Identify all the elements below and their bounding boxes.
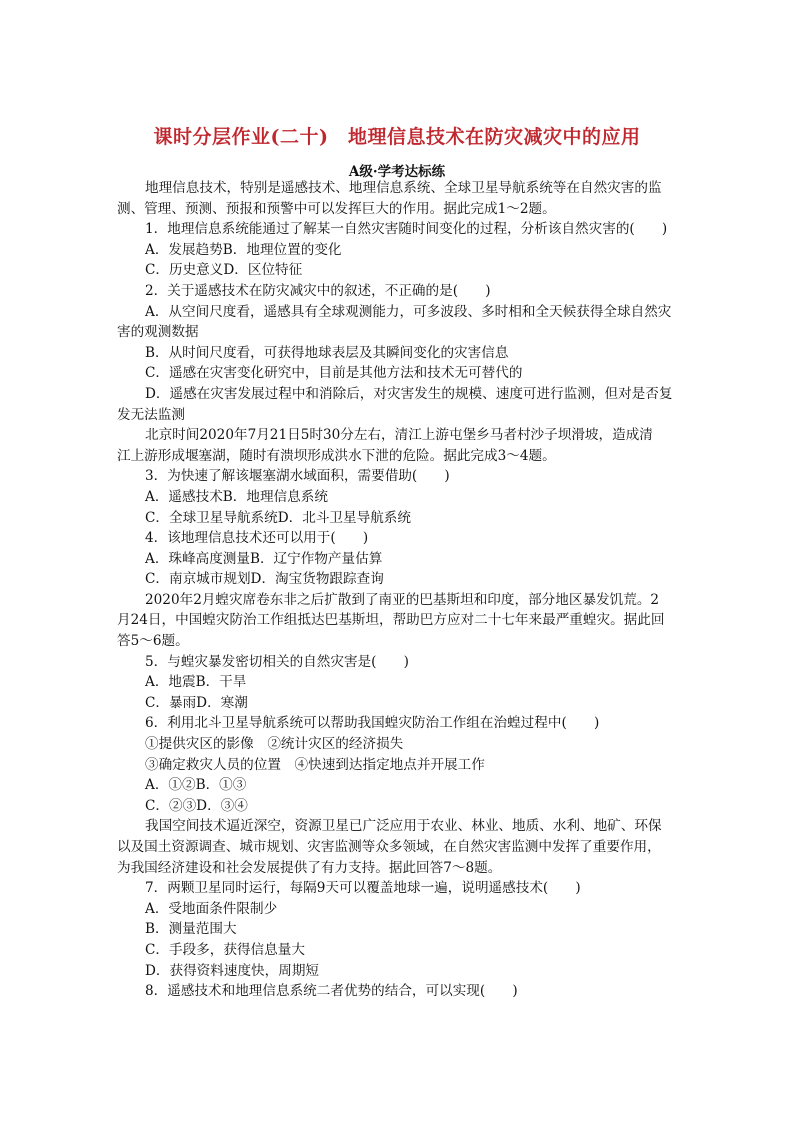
question-5-options-ab: A．地震B．干旱 [145, 674, 247, 691]
question-7-option-b: B．测量范围大 [145, 921, 237, 938]
passage-3-line-3: 答5～6题。 [117, 633, 189, 650]
question-7-option-d: D．获得资料速度快，周期短 [145, 962, 320, 979]
passage-1-line-1: 地理信息技术，特别是遥感技术、地理信息系统、全球卫星导航系统等在自然灾害的监 [145, 180, 662, 196]
question-5-stem: 5．与蝗灾暴发密切相关的自然灾害是( ) [145, 653, 409, 670]
question-7-option-c: C．手段多，获得信息量大 [145, 941, 305, 958]
question-6-statements-1: ①提供灾区的影像 ②统计灾区的经济损失 [145, 736, 404, 753]
question-2-stem: 2．关于遥感技术在防灾减灾中的叙述，不正确的是( ) [145, 282, 491, 299]
question-6-options-cd: C．②③D．③④ [145, 797, 248, 814]
question-3-options-ab: A．遥感技术B．地理信息系统 [145, 488, 328, 505]
question-4-options-cd: C．南京城市规划D．淘宝货物跟踪查询 [145, 571, 384, 588]
passage-1-line-2: 测、管理、预测、预报和预警中可以发挥巨大的作用。据此完成1～2题。 [117, 200, 556, 217]
passage-3-line-1: 2020年2月蝗灾席卷东非之后扩散到了南亚的巴基斯坦和印度，部分地区暴发饥荒。2 [145, 591, 660, 608]
question-1-options-cd: C．历史意义D．区位特征 [145, 262, 303, 279]
document-body [117, 178, 679, 1002]
question-6-options-ab: A．①②B．①③ [145, 777, 247, 794]
question-1-options-ab: A．发展趋势B．地理位置的变化 [145, 241, 342, 258]
question-4-options-ab: A．珠峰高度测量B．辽宁作物产量估算 [145, 550, 383, 567]
passage-3-line-2: 月24日，中国蝗灾防治工作组抵达巴基斯坦，帮助巴方应对二十七年来最严重蝗灾。据此回 [117, 612, 665, 629]
passage-4-line-3: 为我国经济建设和社会发展提供了有力支持。据此回答7～8题。 [117, 859, 502, 876]
question-2-option-d-line-2: 发无法监测 [117, 406, 185, 423]
question-2-option-a-line-2: 害的观测数据 [117, 324, 199, 341]
question-5-options-cd: C．暴雨D．寒潮 [145, 694, 248, 711]
question-7-option-a: A．受地面条件限制少 [145, 900, 278, 917]
passage-4-line-2: 以及国土资源调查、城市规划、灾害监测等众多领域，在自然灾害监测中发挥了重要作用， [117, 839, 661, 855]
passage-2-line-1: 北京时间2020年7月21日5时30分左右，清江上游屯堡乡马者村沙子坝滑坡，造成清 [145, 427, 653, 444]
question-8-stem: 8．遥感技术和地理信息系统二者优势的结合，可以实现( ) [145, 983, 518, 1000]
section-heading: A级·学考达标练 [348, 164, 446, 180]
question-7-stem: 7．两颗卫星同时运行，每隔9天可以覆盖地球一遍，说明遥感技术( ) [145, 880, 581, 897]
question-4-stem: 4．该地理信息技术还可以用于( ) [145, 530, 369, 547]
page-title: 课时分层作业(二十) 地理信息技术在防灾减灾中的应用 [153, 126, 641, 148]
passage-2-line-2: 江上游形成堰塞湖，随时有溃坝形成洪水下泄的危险。据此完成3～4题。 [117, 447, 556, 464]
question-2-option-d-line-1: D．遥感在灾害发展过程中和消除后，对灾害发生的规模、速度可进行监测，但对是否复 [145, 385, 673, 402]
question-3-options-cd: C．全球卫星导航系统D．北斗卫星导航系统 [145, 509, 411, 526]
question-2-option-b: B．从时间尺度看，可获得地球表层及其瞬间变化的灾害信息 [145, 344, 509, 361]
passage-4-line-1: 我国空间技术逼近深空，资源卫星已广泛应用于农业、林业、地质、水利、地矿、环保 [145, 818, 662, 835]
question-6-statements-2: ③确定救灾人员的位置 ④快速到达指定地点并开展工作 [145, 756, 485, 773]
question-1-stem: 1．地理信息系统能通过了解某一自然灾害随时间变化的过程，分析该自然灾害的( ) [145, 221, 668, 238]
question-6-stem: 6．利用北斗卫星导航系统可以帮助我国蝗灾防治工作组在治蝗过程中( ) [145, 715, 600, 732]
question-2-option-c: C．遥感在灾害变化研究中，目前是其他方法和技术无可替代的 [145, 365, 523, 382]
question-3-stem: 3．为快速了解该堰塞湖水域面积，需要借助( ) [145, 468, 450, 485]
question-2-option-a-line-1: A．从空间尺度看，遥感具有全球观测能力，可多波段、多时相和全天候获得全球自然灾 [145, 303, 672, 320]
